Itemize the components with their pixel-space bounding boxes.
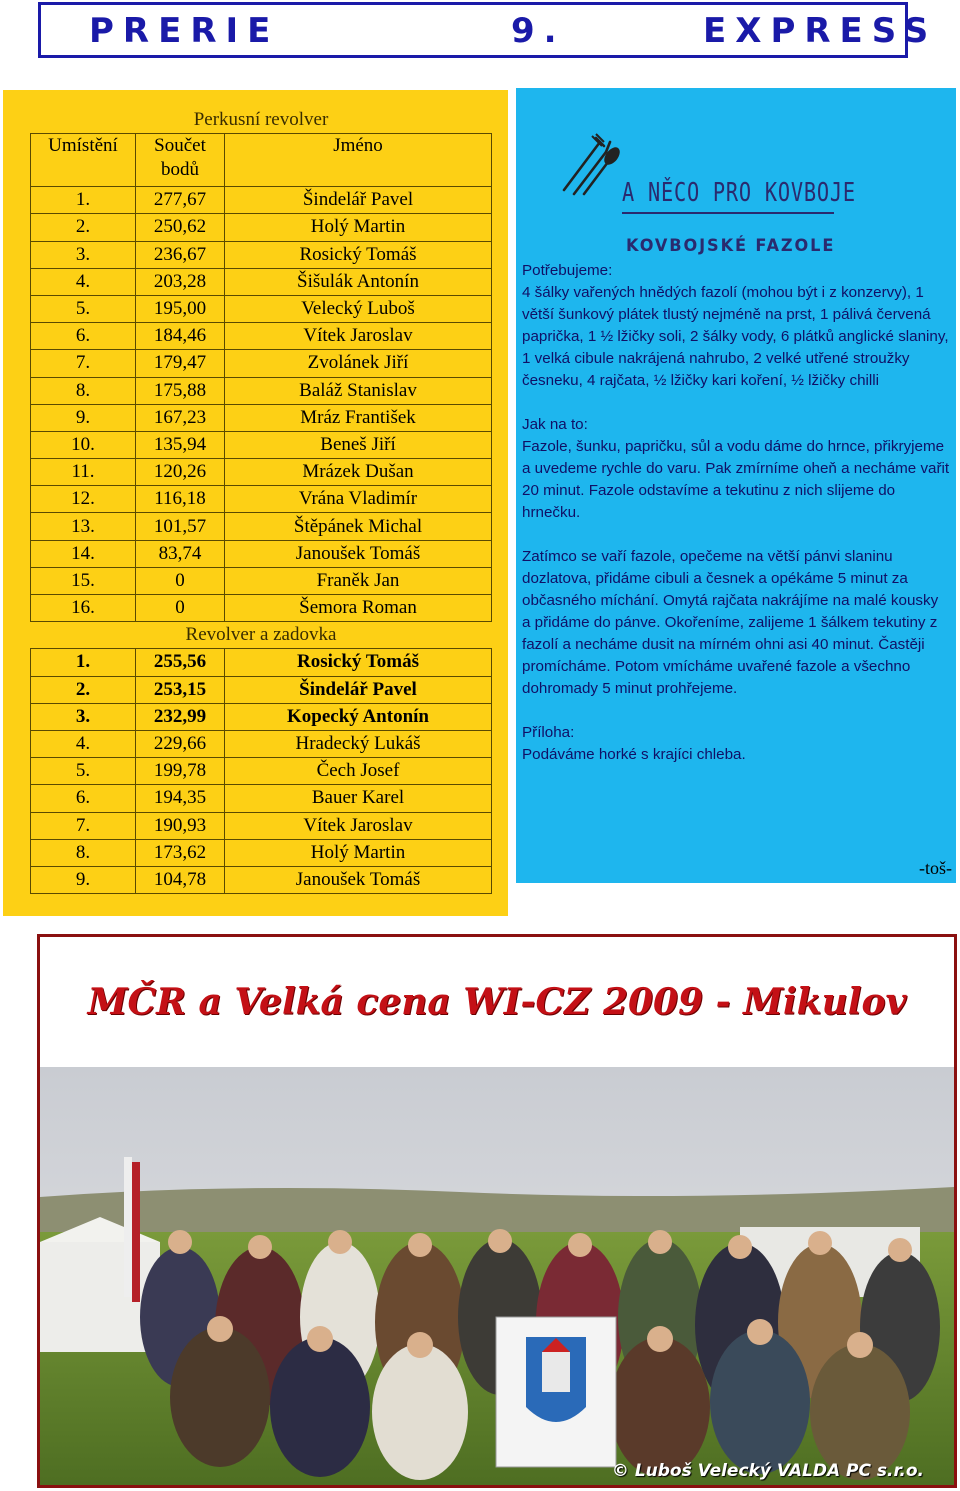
score-cell: 179,47	[136, 350, 225, 377]
method-paragraph	[522, 414, 950, 524]
author-signature: -toš-	[919, 858, 952, 878]
table-row	[31, 595, 492, 622]
place-cell: 1.	[31, 187, 136, 214]
side-label: Příloha:	[522, 724, 575, 741]
place-cell: 8.	[31, 377, 136, 404]
town-banner	[496, 1317, 616, 1467]
table-row	[31, 459, 492, 486]
name-cell: Šemora Roman	[225, 595, 492, 622]
results-table	[30, 107, 492, 894]
side-dish-paragraph	[522, 722, 950, 766]
name-cell: Vítek Jaroslav	[225, 812, 492, 839]
table-row	[31, 350, 492, 377]
header-name: Jméno	[225, 134, 492, 187]
score-cell: 253,15	[136, 676, 225, 703]
cutlery-icon	[556, 132, 622, 198]
place-cell: 3.	[31, 703, 136, 730]
table-header	[31, 134, 492, 187]
title-underline	[622, 212, 834, 214]
place-cell: 13.	[31, 513, 136, 540]
score-cell: 190,93	[136, 812, 225, 839]
name-cell: Franěk Jan	[225, 567, 492, 594]
score-cell: 83,74	[136, 540, 225, 567]
score-cell: 229,66	[136, 730, 225, 757]
name-cell: Rosický Tomáš	[225, 241, 492, 268]
name-cell: Vítek Jaroslav	[225, 323, 492, 350]
table-row	[31, 431, 492, 458]
section-title-zadovka: Revolver a zadovka	[185, 624, 337, 646]
table-row	[31, 268, 492, 295]
header-place: Umístění	[31, 134, 136, 187]
score-cell: 104,78	[136, 866, 225, 893]
place-cell: 9.	[31, 866, 136, 893]
score-cell: 232,99	[136, 703, 225, 730]
place-cell: 10.	[31, 431, 136, 458]
masthead-left-word: PRERIE	[89, 11, 280, 51]
name-cell: Beneš Jiří	[225, 431, 492, 458]
name-cell: Rosický Tomáš	[225, 649, 492, 676]
score-cell: 175,88	[136, 377, 225, 404]
name-cell: Šišulák Antonín	[225, 268, 492, 295]
section-row	[31, 622, 492, 649]
name-cell: Vrána Vladimír	[225, 486, 492, 513]
name-cell: Mráz František	[225, 404, 492, 431]
place-cell: 16.	[31, 595, 136, 622]
event-section	[37, 934, 957, 1488]
event-header	[40, 937, 954, 1067]
table-row	[31, 785, 492, 812]
score-cell: 116,18	[136, 486, 225, 513]
name-cell: Čech Josef	[225, 758, 492, 785]
table-row	[31, 214, 492, 241]
table-row	[31, 812, 492, 839]
place-cell: 8.	[31, 839, 136, 866]
name-cell: Štěpánek Michal	[225, 513, 492, 540]
table-row	[31, 567, 492, 594]
table-row	[31, 540, 492, 567]
method-text-2: Zatímco se vaří fazole, opečeme na větší pánvi slaninu dozlatova, přidáme cibuli a česnek a opékáme 5 minut za občasného míchání. Omytá rajčata nakrájíme na malé kousky a přidáme do pánve. Okořeníme, zalijeme 1 šálkem tekutiny z fazolí a necháme dusit na mírném ohni asi 40 minut. Častěji promícháme. Potom vmícháme uvařené fazole a všechno dohromady 5 minut prohřejeme.	[522, 548, 939, 697]
place-cell: 1.	[31, 649, 136, 676]
name-cell: Holý Martin	[225, 214, 492, 241]
name-cell: Janoušek Tomáš	[225, 540, 492, 567]
score-cell: 250,62	[136, 214, 225, 241]
recipe-panel	[516, 88, 956, 883]
place-cell: 3.	[31, 241, 136, 268]
name-cell: Hradecký Lukáš	[225, 730, 492, 757]
score-cell: 0	[136, 567, 225, 594]
place-cell: 12.	[31, 486, 136, 513]
header-score: Součet bodů	[136, 134, 225, 187]
name-cell: Šindelář Pavel	[225, 676, 492, 703]
name-cell: Šindelář Pavel	[225, 187, 492, 214]
masthead-right-word: EXPRESS	[703, 11, 938, 51]
score-cell: 184,46	[136, 323, 225, 350]
place-cell: 14.	[31, 540, 136, 567]
name-cell: Mrázek Dušan	[225, 459, 492, 486]
recipe-name: KOVBOJSKÉ FAZOLE	[626, 236, 836, 256]
recipe-section-title: A NĚCO PRO KOVBOJE	[622, 178, 856, 208]
ingredients-text: 4 šálky vařených hnědých fazolí (mohou být i z konzervy), 1 větší šunkový plátek tlustý nejméně na prst, 1 pálivá červená paprička, 1 ½ lžičky soli, 2 šálky vody, 6 plátků anglické slaniny, 1 velká cibule nakrájená nahrubo, 2 velké utřené stroužky česneku, 4 rajčata, ½ lžičky kari koření, ½ lžičky chilli	[522, 284, 949, 389]
score-cell: 120,26	[136, 459, 225, 486]
name-cell: Kopecký Antonín	[225, 703, 492, 730]
score-cell: 194,35	[136, 785, 225, 812]
score-cell: 255,56	[136, 649, 225, 676]
place-cell: 2.	[31, 214, 136, 241]
score-cell: 173,62	[136, 839, 225, 866]
place-cell: 5.	[31, 758, 136, 785]
place-cell: 5.	[31, 295, 136, 322]
score-cell: 203,28	[136, 268, 225, 295]
score-cell: 199,78	[136, 758, 225, 785]
group-photo	[40, 1067, 954, 1485]
score-cell: 135,94	[136, 431, 225, 458]
table-row	[31, 513, 492, 540]
table-row	[31, 730, 492, 757]
name-cell: Baláž Stanislav	[225, 377, 492, 404]
ingredients-label: Potřebujeme:	[522, 262, 613, 279]
name-cell: Holý Martin	[225, 839, 492, 866]
method-paragraph-2	[522, 546, 950, 700]
place-cell: 6.	[31, 323, 136, 350]
place-cell: 2.	[31, 676, 136, 703]
place-cell: 7.	[31, 350, 136, 377]
table-row	[31, 486, 492, 513]
name-cell: Bauer Karel	[225, 785, 492, 812]
table-row	[31, 323, 492, 350]
recipe-body	[522, 260, 950, 788]
place-cell: 11.	[31, 459, 136, 486]
masthead	[38, 2, 938, 58]
place-cell: 9.	[31, 404, 136, 431]
issue-number: 9.	[511, 11, 566, 51]
table-row	[31, 187, 492, 214]
name-cell: Zvolánek Jiří	[225, 350, 492, 377]
side-text: Podáváme horké s krajíci chleba.	[522, 746, 746, 763]
table-row	[31, 703, 492, 730]
score-cell: 277,67	[136, 187, 225, 214]
name-cell: Velecký Luboš	[225, 295, 492, 322]
table-row	[31, 404, 492, 431]
score-cell: 195,00	[136, 295, 225, 322]
photo-credit: © Luboš Velecký VALDA PC s.r.o.	[611, 1461, 924, 1481]
place-cell: 6.	[31, 785, 136, 812]
score-cell: 167,23	[136, 404, 225, 431]
results-panel	[3, 90, 508, 916]
section-title-perkusni: Perkusní revolver	[193, 109, 329, 131]
score-cell: 101,57	[136, 513, 225, 540]
table-row	[31, 866, 492, 893]
place-cell: 4.	[31, 730, 136, 757]
table-row	[31, 676, 492, 703]
table-row	[31, 377, 492, 404]
score-cell: 0	[136, 595, 225, 622]
score-cell: 236,67	[136, 241, 225, 268]
place-cell: 7.	[31, 812, 136, 839]
table-row	[31, 758, 492, 785]
event-title: MČR a Velká cena WI-CZ 2009 - Mikulov	[87, 981, 907, 1023]
method-label: Jak na to:	[522, 416, 588, 433]
table-row	[31, 241, 492, 268]
place-cell: 15.	[31, 567, 136, 594]
table-row	[31, 649, 492, 676]
place-cell: 4.	[31, 268, 136, 295]
name-cell: Janoušek Tomáš	[225, 866, 492, 893]
method-text-1: Fazole, šunku, papričku, sůl a vodu dáme do hrnce, přikryjeme a uvedeme rychle do varu. Pak zmírníme oheň a necháme vařit 20 minut. Fazole odstavíme a tekutinu z nich slijeme do hrnečku.	[522, 438, 950, 521]
table-row	[31, 295, 492, 322]
ingredients-paragraph	[522, 260, 950, 392]
table-row	[31, 839, 492, 866]
